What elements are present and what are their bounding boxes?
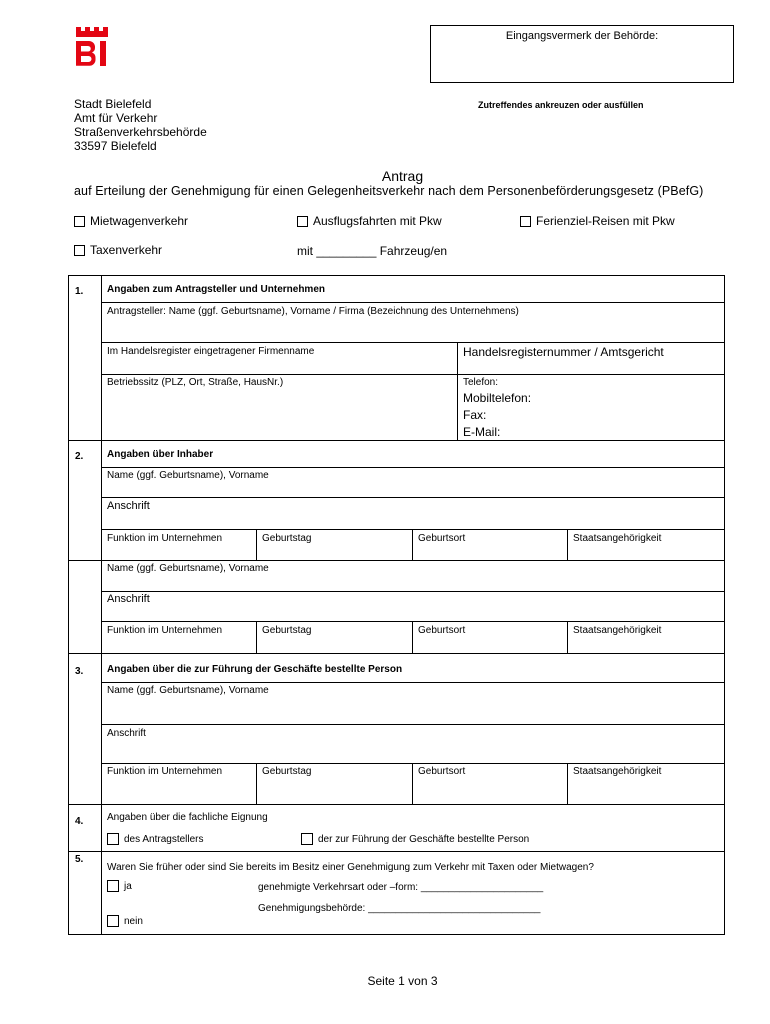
geburtstag-field[interactable]: Geburtstag	[262, 766, 312, 777]
section-number: 4.	[75, 816, 84, 827]
checkbox[interactable]	[74, 216, 85, 227]
option-mietwagen[interactable]	[74, 214, 188, 228]
option-label: Mietwagenverkehr	[90, 214, 189, 228]
section-number: 2.	[75, 451, 84, 462]
staatsangehoerigkeit-field[interactable]: Staatsangehörigkeit	[573, 766, 662, 777]
geburtsort-field[interactable]: Geburtsort	[418, 533, 466, 544]
genehmigung-question: Waren Sie früher oder sind Sie bereits im Besitz einer Genehmigung zum Verkehr mit Taxen oder Mietwagen?	[107, 862, 594, 873]
option-taxen[interactable]	[74, 243, 162, 257]
section-number: 1.	[75, 286, 84, 297]
address-line: Straßenverkehrsbehörde	[74, 125, 207, 139]
page-number: Seite 1 von 3	[367, 974, 438, 988]
address-line: 33597 Bielefeld	[74, 139, 157, 153]
address-line: Amt für Verkehr	[74, 111, 158, 125]
funktion-field[interactable]: Funktion im Unternehmen	[107, 766, 223, 777]
form-subtitle: auf Erteilung der Genehmigung für einen Gelegenheitsverkehr nach dem Personenbeförderungsgesetz (PBefG)	[74, 184, 704, 198]
genehmigungsbehoerde-field[interactable]: Genehmigungsbehörde: _______________________________	[258, 903, 541, 914]
vehicle-count-label: mit _________ Fahrzeug/en	[297, 244, 448, 258]
option-ausflug[interactable]	[297, 214, 442, 228]
geburtstag-field[interactable]: Geburtstag	[262, 625, 312, 636]
email-field[interactable]: E-Mail:	[463, 425, 501, 439]
option-label: ja	[124, 880, 132, 892]
mobiltelefon-field[interactable]: Mobiltelefon:	[463, 391, 532, 405]
geburtsort-field[interactable]: Geburtsort	[418, 625, 466, 636]
checkbox[interactable]	[107, 880, 119, 892]
genehmigung-ja-option[interactable]	[107, 880, 132, 892]
antragsteller-field[interactable]: Antragsteller: Name (ggf. Geburtsname), Vorname / Firma (Bezeichnung des Unternehmens)	[107, 306, 519, 317]
staatsangehoerigkeit-field[interactable]: Staatsangehörigkeit	[573, 625, 662, 636]
authority-address	[74, 97, 207, 153]
firmenname-field[interactable]: Im Handelsregister eingetragener Firmenname	[107, 346, 315, 357]
checkbox[interactable]	[74, 245, 85, 256]
geburtsort-field[interactable]: Geburtsort	[418, 766, 466, 777]
section-title: Angaben über die fachliche Eignung	[107, 812, 268, 823]
instruction-text: Zutreffendes ankreuzen oder ausfüllen	[478, 100, 644, 110]
checkbox[interactable]	[107, 915, 119, 927]
eignung-person-option[interactable]	[301, 833, 529, 845]
address-line: Stadt Bielefeld	[74, 97, 152, 111]
person-anschrift-field[interactable]: Anschrift	[107, 728, 146, 739]
form-title: Antrag	[381, 168, 424, 184]
application-form	[68, 275, 725, 935]
genehmigung-nein-option[interactable]	[107, 915, 143, 927]
option-label: Taxenverkehr	[90, 243, 163, 257]
betriebssitz-field[interactable]: Betriebssitz (PLZ, Ort, Straße, HausNr.)	[107, 377, 284, 388]
funktion-field[interactable]: Funktion im Unternehmen	[107, 533, 223, 544]
fax-field[interactable]: Fax:	[463, 408, 487, 422]
checkbox[interactable]	[297, 216, 308, 227]
receipt-stamp-box[interactable]	[430, 25, 734, 83]
option-label: Ausflugsfahrten mit Pkw	[313, 214, 442, 228]
telefon-field[interactable]: Telefon:	[463, 377, 499, 388]
stamp-label: Eingangsvermerk der Behörde:	[505, 30, 659, 42]
eignung-antragsteller-option[interactable]	[107, 833, 204, 845]
inhaber-anschrift-field[interactable]: Anschrift	[107, 500, 150, 512]
city-logo	[76, 27, 108, 73]
section-number: 3.	[75, 666, 84, 677]
funktion-field[interactable]: Funktion im Unternehmen	[107, 625, 223, 636]
option-ferienziel[interactable]	[520, 214, 675, 228]
section-title: Angaben zum Antragsteller und Unternehmen	[107, 284, 325, 295]
option-label: des Antragstellers	[124, 833, 204, 845]
vehicle-count-field[interactable]	[297, 244, 447, 258]
section-title: Angaben über die zur Führung der Geschäfte bestellte Person	[107, 664, 403, 675]
checkbox[interactable]	[520, 216, 531, 227]
option-label: der zur Führung der Geschäfte bestellte Person	[318, 833, 530, 845]
person-name-field[interactable]: Name (ggf. Geburtsname), Vorname	[107, 685, 269, 696]
geburtstag-field[interactable]: Geburtstag	[262, 533, 312, 544]
option-label: nein	[124, 915, 143, 927]
option-label: Ferienziel-Reisen mit Pkw	[536, 214, 675, 228]
staatsangehoerigkeit-field[interactable]: Staatsangehörigkeit	[573, 533, 662, 544]
checkbox[interactable]	[301, 833, 313, 845]
section-number: 5.	[75, 854, 84, 865]
inhaber2-anschrift-field[interactable]: Anschrift	[107, 593, 150, 605]
inhaber-name-field[interactable]: Name (ggf. Geburtsname), Vorname	[107, 470, 269, 481]
checkbox[interactable]	[107, 833, 119, 845]
section-title: Angaben über Inhaber	[107, 449, 214, 460]
handelsregister-field[interactable]: Handelsregisternummer / Amtsgericht	[463, 345, 664, 359]
inhaber2-name-field[interactable]: Name (ggf. Geburtsname), Vorname	[107, 563, 269, 574]
verkehrsart-field[interactable]: genehmigte Verkehrsart oder –form: ______________________	[258, 882, 544, 893]
